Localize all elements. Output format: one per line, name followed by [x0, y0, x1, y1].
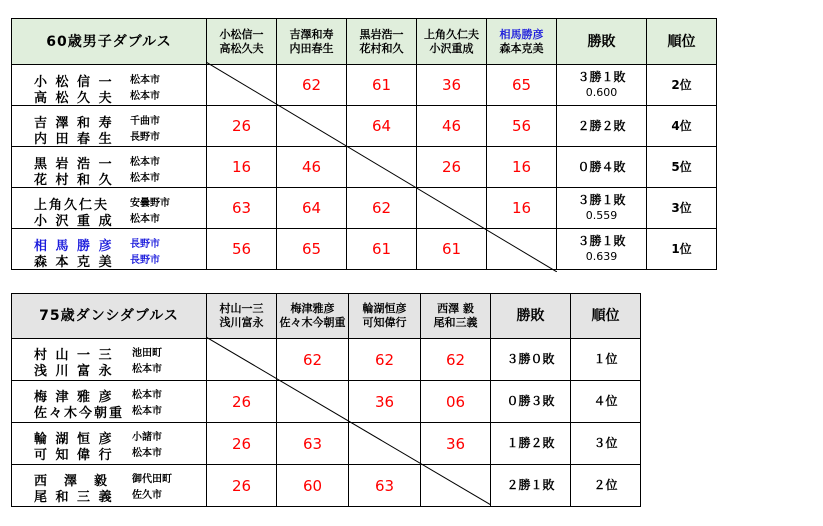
win-loss-record: ３勝１敗	[577, 193, 626, 207]
game-ratio: 0.600	[585, 86, 618, 99]
player-name: 西 澤 毅	[34, 474, 110, 489]
rank-cell: 4位	[647, 106, 717, 147]
player-city: 松本市	[130, 214, 160, 225]
player-name: 森 本 克 美	[34, 255, 114, 270]
pair-cell	[12, 423, 207, 465]
score-cell: 61	[347, 65, 417, 106]
pair-cell	[12, 147, 207, 188]
table-title: 75歳ダンシダブルス	[12, 294, 207, 339]
player-name: 花 村 和 久	[34, 173, 114, 188]
player-name: 梅 津 雅 彦	[34, 390, 114, 405]
score-cell: 63	[207, 188, 277, 229]
pair-cell	[12, 106, 207, 147]
rank-cell: 3位	[647, 188, 717, 229]
player-name: 村 山 一 三	[34, 348, 114, 363]
player-name: 上角久仁夫	[34, 198, 110, 213]
player-city: 松本市	[130, 157, 160, 168]
win-loss-cell	[491, 381, 571, 423]
player-name: 小 沢 重 成	[34, 214, 114, 229]
score-cell: 61	[347, 229, 417, 270]
rank-cell: 1位	[647, 229, 717, 270]
player-city: 長野市	[130, 239, 160, 250]
player-city: 佐久市	[132, 490, 162, 501]
player-name: 高 松 久 夫	[34, 91, 114, 106]
pair-cell	[12, 65, 207, 106]
score-cell: 46	[277, 147, 347, 188]
player-name: 黒 岩 浩 一	[34, 157, 114, 172]
score-cell: 36	[421, 423, 491, 465]
player-name: 尾 和 三 義	[34, 490, 114, 505]
pair-cell	[12, 188, 207, 229]
table-title: 60歳男子ダブルス	[12, 19, 207, 65]
win-loss-cell	[491, 423, 571, 465]
rank-header: 順位	[647, 19, 717, 65]
win-loss-record: ０勝３敗	[506, 394, 555, 408]
score-cell: 16	[487, 188, 557, 229]
score-cell: 62	[277, 339, 349, 381]
player-city: 安曇野市	[130, 198, 170, 209]
score-cell: 36	[349, 381, 421, 423]
score-cell: 62	[277, 65, 347, 106]
rank-cell: 2位	[647, 65, 717, 106]
rank-cell: ２位	[571, 465, 641, 507]
player-city: 松本市	[132, 406, 162, 417]
score-cell: 26	[207, 381, 277, 423]
header-row	[12, 19, 717, 65]
score-cell: 46	[417, 106, 487, 147]
game-ratio: 0.639	[585, 250, 618, 263]
win-loss-record: ２勝１敗	[506, 478, 555, 492]
col-header: 上角久仁夫 小沢重成	[417, 19, 487, 65]
col-header: 梅津雅彦 佐々木今朝重	[277, 294, 349, 339]
player-city: 松本市	[130, 75, 160, 86]
win-loss-record: ３勝１敗	[577, 70, 626, 84]
player-name: 浅 川 富 永	[34, 364, 114, 379]
col-header: 黒岩浩一 花村和久	[347, 19, 417, 65]
score-cell: 62	[421, 339, 491, 381]
player-city: 松本市	[132, 364, 162, 375]
player-name: 輪 湖 恒 彦	[34, 432, 114, 447]
pair-cell	[12, 339, 207, 381]
pair-cell	[12, 229, 207, 270]
score-cell: 26	[207, 423, 277, 465]
score-cell: 26	[417, 147, 487, 188]
game-ratio: 0.559	[585, 209, 618, 222]
rank-cell: １位	[571, 339, 641, 381]
win-loss-record: １勝２敗	[506, 436, 555, 450]
rank-cell: ３位	[571, 423, 641, 465]
col-header: 相馬勝彦 森本克美	[487, 19, 557, 65]
player-name: 内 田 春 生	[34, 132, 114, 147]
win-loss-cell	[557, 188, 647, 229]
col-header: 輪湖恒彦 可知偉行	[349, 294, 421, 339]
player-city: 長野市	[130, 132, 160, 143]
score-cell: 63	[277, 423, 349, 465]
score-cell: 65	[277, 229, 347, 270]
player-name: 吉 澤 和 寿	[34, 116, 114, 131]
player-name: 小 松 信 一	[34, 75, 114, 90]
score-cell: 63	[349, 465, 421, 507]
win-loss-record: ２勝２敗	[577, 118, 626, 133]
player-name: 佐々木今朝重	[34, 406, 125, 421]
col-header: 小松信一 高松久夫	[207, 19, 277, 65]
player-city: 池田町	[132, 348, 162, 359]
win-loss-header: 勝敗	[557, 19, 647, 65]
win-loss-record: ３勝０敗	[506, 352, 555, 366]
rank-cell: 5位	[647, 147, 717, 188]
player-city: 長野市	[130, 255, 160, 266]
player-city: 御代田町	[132, 474, 172, 485]
player-name: 可 知 偉 行	[34, 448, 114, 463]
player-city: 松本市	[130, 173, 160, 184]
win-loss-cell	[491, 339, 571, 381]
col-header: 西澤 毅 尾和三義	[421, 294, 491, 339]
win-loss-header: 勝敗	[491, 294, 571, 339]
score-cell: 62	[347, 188, 417, 229]
player-city: 松本市	[132, 390, 162, 401]
rank-cell: ４位	[571, 381, 641, 423]
pair-cell	[12, 465, 207, 507]
score-cell: 61	[417, 229, 487, 270]
win-loss-record: ３勝１敗	[577, 234, 626, 248]
col-header: 村山一三 浅川富永	[207, 294, 277, 339]
score-cell: 26	[207, 465, 277, 507]
diagonal-line	[206, 337, 491, 505]
score-cell: 16	[487, 147, 557, 188]
pair-cell	[12, 381, 207, 423]
win-loss-cell	[557, 65, 647, 106]
score-cell: 60	[277, 465, 349, 507]
player-city: 千曲市	[130, 116, 160, 127]
score-cell: 64	[277, 188, 347, 229]
score-cell: 56	[207, 229, 277, 270]
header-row	[12, 294, 641, 339]
win-loss-record: ０勝４敗	[577, 159, 626, 174]
player-city: 松本市	[130, 91, 160, 102]
diagonal-line	[206, 62, 557, 272]
win-loss-cell	[557, 106, 647, 147]
player-city: 松本市	[132, 448, 162, 459]
score-cell: 16	[207, 147, 277, 188]
player-name: 相 馬 勝 彦	[34, 239, 114, 254]
score-cell: 56	[487, 106, 557, 147]
score-cell: 64	[347, 106, 417, 147]
score-cell: 62	[349, 339, 421, 381]
player-city: 小諸市	[132, 432, 162, 443]
score-cell: 65	[487, 65, 557, 106]
col-header: 吉澤和寿 内田春生	[277, 19, 347, 65]
win-loss-cell	[491, 465, 571, 507]
score-cell: 06	[421, 381, 491, 423]
score-cell: 26	[207, 106, 277, 147]
score-cell: 36	[417, 65, 487, 106]
rank-header: 順位	[571, 294, 641, 339]
win-loss-cell	[557, 147, 647, 188]
win-loss-cell	[557, 229, 647, 270]
